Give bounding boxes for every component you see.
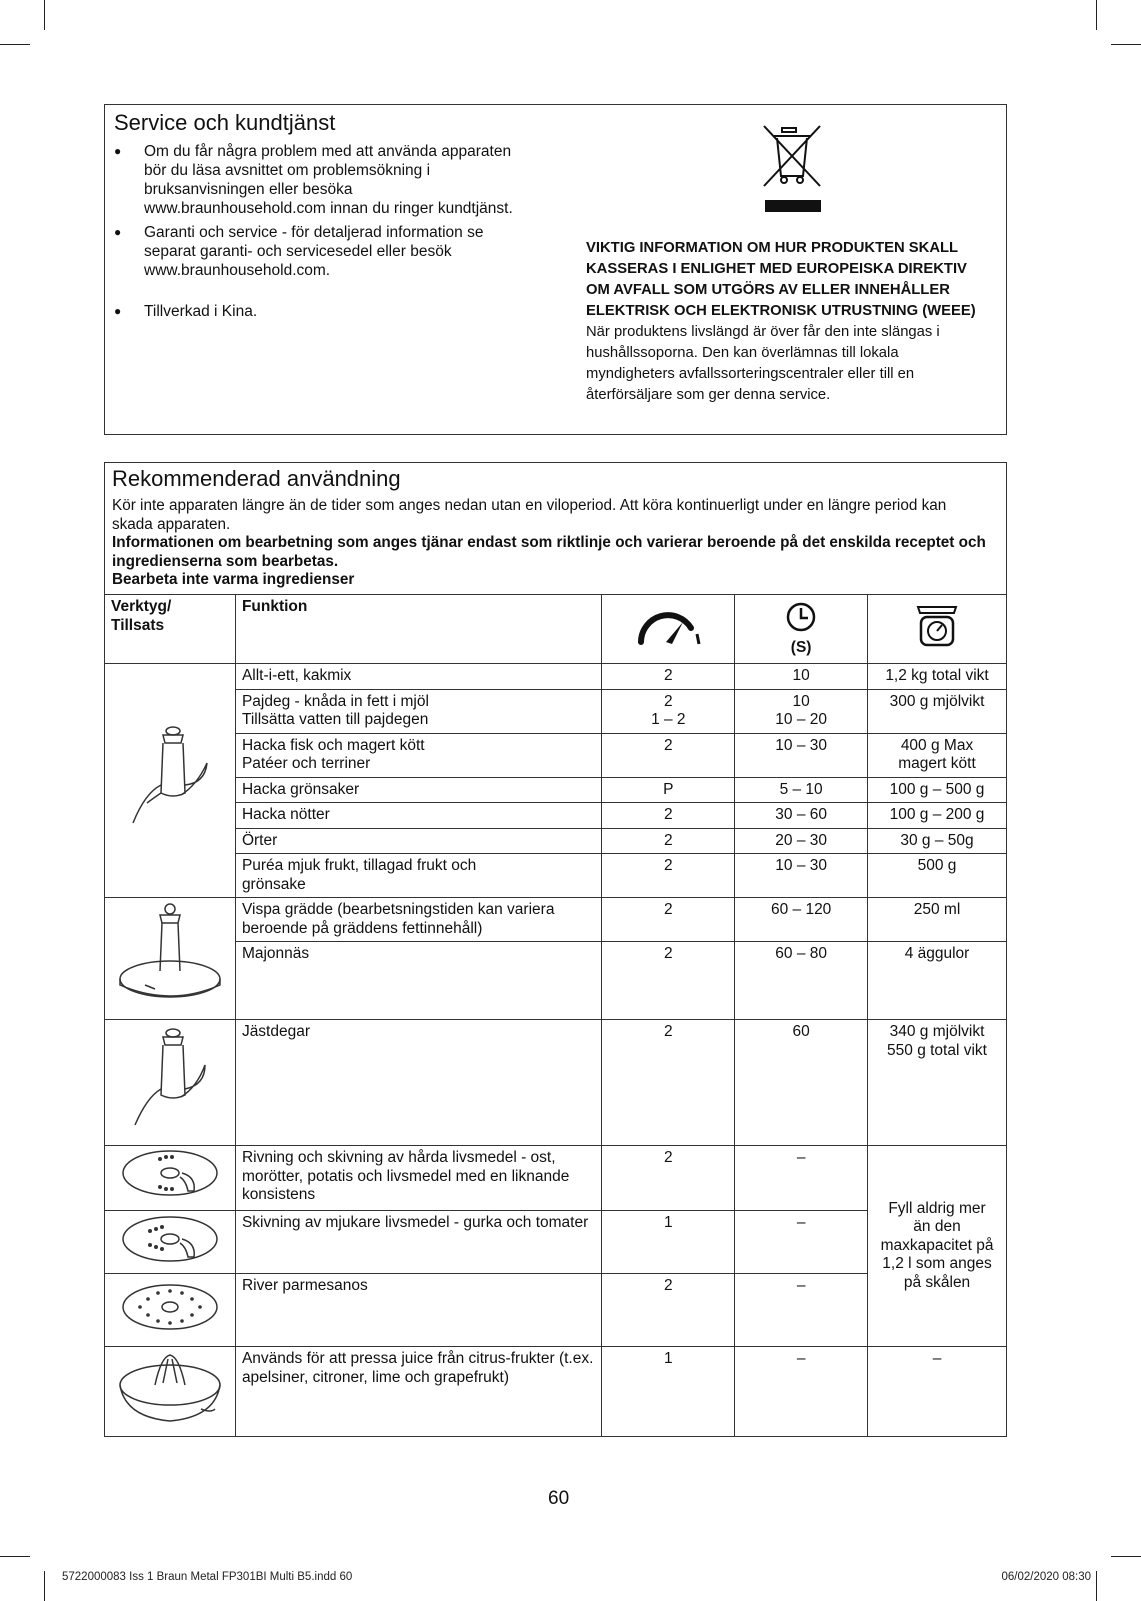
speed-cell: P <box>602 777 735 803</box>
time-cell <box>735 689 868 733</box>
recommended-intro <box>112 497 987 590</box>
time-cell: 10 – 30 <box>735 733 868 777</box>
quantity-cell: 30 g – 50g <box>868 828 1007 854</box>
crop-mark <box>44 0 45 30</box>
time-cell: 5 – 10 <box>735 777 868 803</box>
tool-cell <box>105 664 236 898</box>
table-row <box>105 942 1007 1020</box>
time-cell: 10 – 30 <box>735 854 868 898</box>
crop-mark <box>0 44 30 45</box>
crop-mark <box>1111 1556 1141 1557</box>
footer-date: 06/02/2020 08:30 <box>1001 1571 1091 1583</box>
speed-cell: 2 <box>602 664 735 690</box>
time-cell: 20 – 30 <box>735 828 868 854</box>
weee-bin-icon <box>762 124 824 214</box>
intro-bold-guideline: Informationen om bearbetning som anges tjänar endast som riktlinje och varierar beroende på det enskilda receptet och ingredienserna som bearbetas. <box>112 534 986 570</box>
dough-tool-icon <box>125 1025 215 1135</box>
quantity-cell: 4 äggulor <box>868 942 1007 1020</box>
cell-line: Puréa mjuk frukt, tillagad frukt och <box>241 857 477 874</box>
speedometer-icon <box>635 606 701 646</box>
table-row <box>105 664 1007 690</box>
speed-cell: 2 <box>602 733 735 777</box>
crop-mark <box>1096 0 1097 30</box>
page-number: 60 <box>548 1488 570 1509</box>
quantity-cell: 250 ml <box>868 898 1007 942</box>
weee-text: När produktens livslängd är över får den inte slängas i hushållssoporna. Den kan överlämnas till lokala myndigheters avfallssorteringscentraler eller till en återförsäljare som ger denna service. <box>586 324 940 403</box>
function-cell: River parmesanos <box>235 1274 601 1347</box>
chopping-blade-icon <box>125 723 215 833</box>
function-cell <box>235 664 601 690</box>
intro-text: Kör inte apparaten längre än de tider som anges nedan utan en viloperiod. Att köra kontinuerligt under en längre period kan skada apparaten. <box>112 497 947 533</box>
table-row <box>105 1020 1007 1146</box>
speed-cell: 2 <box>602 942 735 1020</box>
table-row <box>105 1347 1007 1437</box>
cell-line: Tillsats <box>111 616 165 634</box>
cell-line: Patéer och terriner <box>241 755 371 772</box>
clock-icon <box>785 601 817 633</box>
quantity-cell <box>868 733 1007 777</box>
tool-header <box>105 595 236 664</box>
quantity-cell: 100 g – 200 g <box>868 803 1007 829</box>
crop-mark <box>1111 44 1141 45</box>
speed-cell: 2 <box>602 1274 735 1347</box>
grating-disc-icon <box>120 1147 220 1203</box>
time-cell: 10 <box>735 664 868 690</box>
function-cell <box>235 854 601 898</box>
time-unit: (S) <box>790 638 812 656</box>
time-cell: 60 <box>735 1020 868 1146</box>
time-cell: – <box>735 1211 868 1274</box>
cell-line: Verktyg/ <box>111 598 172 615</box>
cell-line: 340 g mjölvikt <box>889 1023 985 1040</box>
table-row <box>105 777 1007 803</box>
tool-cell <box>105 1146 236 1211</box>
crop-mark <box>0 1556 30 1557</box>
disc-note-cell: Fyll aldrig mer än den maxkapacitet på 1,2 l som anges på skålen <box>868 1146 1007 1347</box>
parmesan-disc-icon <box>120 1279 220 1335</box>
cell-line: grönsake <box>241 875 306 893</box>
cell-line: Allt-i-ett, kakmix <box>241 667 352 684</box>
table-row <box>105 733 1007 777</box>
function-cell: Rivning och skivning av hårda livsmedel - ost, morötter, potatis och livsmedel med en liknande konsistens <box>235 1146 601 1211</box>
cell-line: 10 <box>792 692 810 710</box>
tool-cell <box>105 1347 236 1437</box>
time-cell: 30 – 60 <box>735 803 868 829</box>
table-row <box>105 689 1007 733</box>
intro-bold-warning: Bearbeta inte varma ingredienser <box>112 571 355 588</box>
table-row <box>105 1146 1007 1211</box>
table-row <box>105 803 1007 829</box>
cell-line: Vispa grädde (bearbetsningstiden kan variera <box>241 901 555 918</box>
time-cell: 60 – 80 <box>735 942 868 1020</box>
cell-line: beroende på gräddens fettinnehåll) <box>241 919 483 937</box>
cell-line: 550 g total vikt <box>887 1041 987 1059</box>
tool-cell <box>105 898 236 1020</box>
speed-cell: 2 <box>602 1146 735 1211</box>
speed-header <box>602 595 735 664</box>
usage-table <box>104 594 1007 1437</box>
service-bullets <box>114 142 514 321</box>
function-cell: Jästdegar <box>235 1020 601 1146</box>
table-header-row <box>105 595 1007 664</box>
service-title: Service och kundtjänst <box>114 110 336 135</box>
cell-line: 10 – 20 <box>775 711 827 728</box>
tool-cell <box>105 1211 236 1274</box>
table-row <box>105 854 1007 898</box>
cell-line: 2 <box>664 692 673 710</box>
speed-cell: 2 <box>602 1020 735 1146</box>
tool-cell <box>105 1020 236 1146</box>
service-bullet: ● Om du får några problem med att använda apparaten bör du läsa avsnittet om problemsökning i bruksanvisningen eller besöka www.braunhousehold.com innan du ringer kundtjänst. <box>114 142 514 218</box>
table-row <box>105 898 1007 942</box>
quantity-cell <box>868 1020 1007 1146</box>
function-cell: Örter <box>235 828 601 854</box>
time-cell: – <box>735 1146 868 1211</box>
function-cell: Används för att pressa juice från citrus-frukter (t.ex. apelsiner, citroner, lime och grapefrukt) <box>235 1347 601 1437</box>
function-cell <box>235 689 601 733</box>
speed-cell: 2 <box>602 898 735 942</box>
function-header: Funktion <box>235 595 601 664</box>
quantity-cell: 100 g – 500 g <box>868 777 1007 803</box>
table-row <box>105 828 1007 854</box>
weee-heading: VIKTIG INFORMATION OM HUR PRODUKTEN SKALL KASSERAS I ENLIGHET MED EUROPEISKA DIREKTIV OM AVFALL SOM UTGÖRS AV ELLER INNEHÅLLER ELEKTRISK OCH ELEKTRONISK UTRUSTNING (WEEE) <box>586 240 976 319</box>
speed-cell: 2 <box>602 803 735 829</box>
speed-cell: 1 <box>602 1347 735 1437</box>
footer-file-info: 5722000083 Iss 1 Braun Metal FP301BI Multi B5.indd 60 <box>62 1571 353 1583</box>
function-cell: Hacka grönsaker <box>235 777 601 803</box>
weee-info <box>586 238 981 406</box>
time-cell: 60 – 120 <box>735 898 868 942</box>
speed-cell <box>602 689 735 733</box>
cell-line: Hacka fisk och magert kött <box>241 736 425 754</box>
service-bullet: ● Garanti och service - för detaljerad information se separat garanti- och servicesedel eller besök www.braunhousehold.com. <box>114 223 514 280</box>
service-bullet: ● Tillverkad i Kina. <box>114 302 514 321</box>
function-cell <box>235 898 601 942</box>
function-cell: Majonnäs <box>235 942 601 1020</box>
scale-icon <box>914 603 960 649</box>
speed-cell: 2 <box>602 854 735 898</box>
function-cell: Hacka nötter <box>235 803 601 829</box>
weight-header <box>868 595 1007 664</box>
cell-line: Tillsätta vatten till pajdegen <box>241 711 429 728</box>
speed-cell: 1 <box>602 1211 735 1274</box>
crop-mark <box>1096 1571 1097 1601</box>
quantity-cell: 300 g mjölvikt <box>868 689 1007 733</box>
time-cell: – <box>735 1347 868 1437</box>
cell-line: 400 g Max <box>900 736 974 754</box>
function-cell: Skivning av mjukare livsmedel - gurka och tomater <box>235 1211 601 1274</box>
slicing-disc-icon <box>120 1211 220 1267</box>
cell-line: Pajdeg - knåda in fett i mjöl <box>241 692 429 710</box>
recommended-title: Rekommenderad användning <box>112 466 401 491</box>
whisk-attachment-icon <box>115 901 225 1011</box>
time-header <box>735 595 868 664</box>
function-cell <box>235 733 601 777</box>
speed-cell: 2 <box>602 828 735 854</box>
quantity-cell: – <box>868 1347 1007 1437</box>
crop-mark <box>44 1571 45 1601</box>
cell-line: magert kött <box>898 755 976 772</box>
tool-cell <box>105 1274 236 1347</box>
cell-line: 1 – 2 <box>651 711 686 728</box>
quantity-cell: 1,2 kg total vikt <box>868 664 1007 690</box>
quantity-cell: 500 g <box>868 854 1007 898</box>
time-cell: – <box>735 1274 868 1347</box>
citrus-press-icon <box>115 1351 225 1427</box>
